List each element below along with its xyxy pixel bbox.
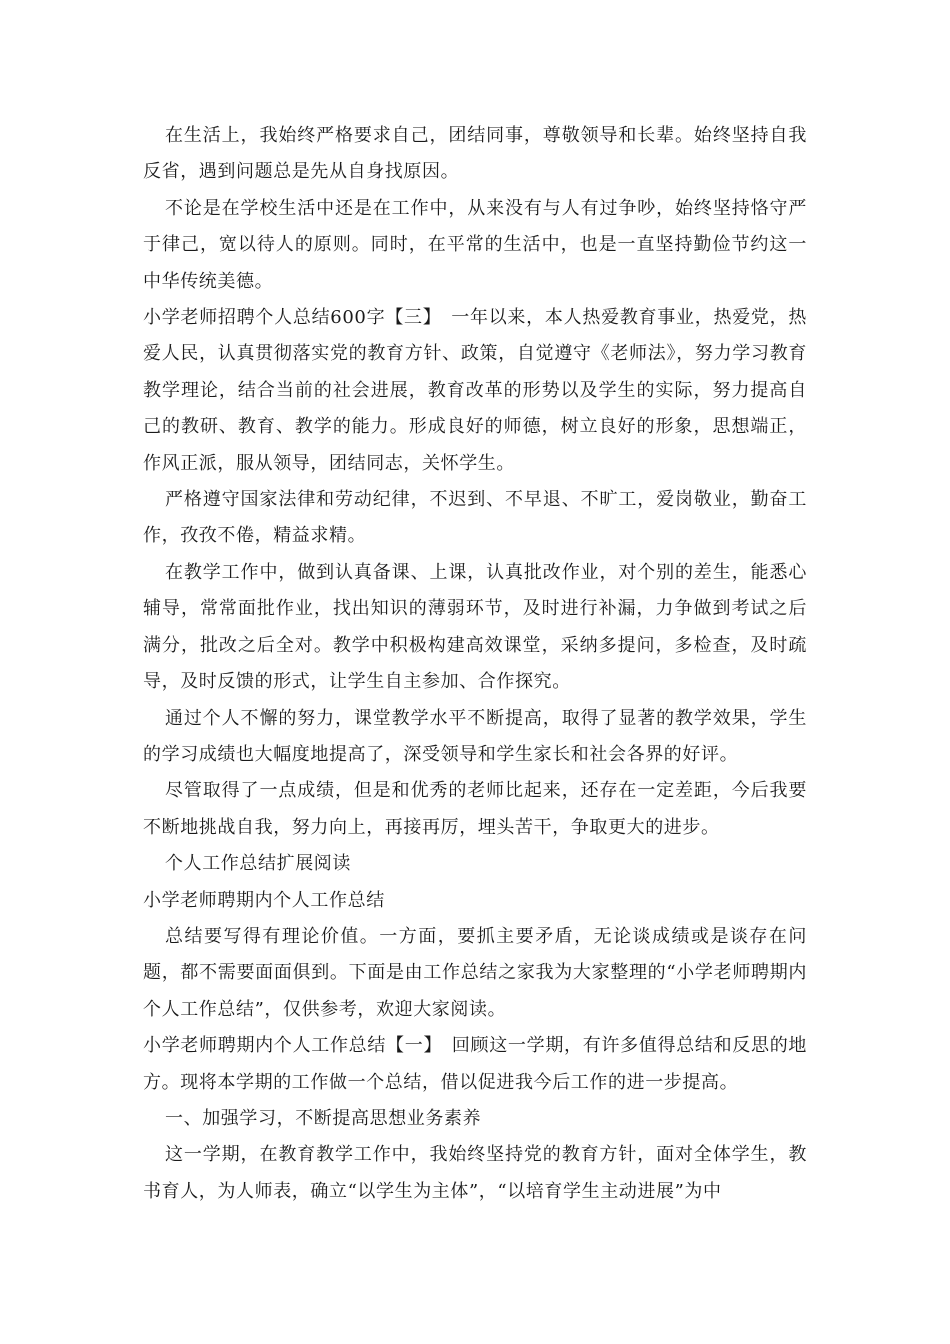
paragraph-summary-three: 小学老师招聘个人总结600字【三】 一年以来，本人热爱教育事业，热爱党，热爱人民，认真贯彻落实党的教育方针、政策，自觉遵守《老师法》，努力学习教育教学理论，结合当前的社会进展，教育改革的形势以及学生的实际，努力提高自己的教研、教育、教学的能力。形成良好的师德，树立良好的形象，思想端正，作风正派，服从领导，团结同志，关怀学生。 [143,307,807,474]
paragraph-results: 通过个人不懈的努力，课堂教学水平不断提高，取得了显著的教学效果，学生的学习成绩也大幅度地提高了，深受领导和学生家长和社会各界的好评。 [143,707,807,765]
heading-extended-reading: 个人工作总结扩展阅读 [165,853,351,875]
document-page [143,118,807,1210]
paragraph-summary-one: 小学老师聘期内个人工作总结【一】 回顾这一学期，有许多值得总结和反思的地方。现将本学期的工作做一个总结，借以促进我今后工作的进一步提高。 [143,1035,807,1093]
heading-section-one: 一、加强学习，不断提高思想业务素养 [165,1107,482,1129]
paragraph-future: 尽管取得了一点成绩，但是和优秀的老师比起来，还存在一定差距，今后我要不断地挑战自我，努力向上，再接再厉，埋头苦干，争取更大的进步。 [143,780,807,838]
paragraph-teaching-work: 在教学工作中，做到认真备课、上课，认真批改作业，对个别的差生，能悉心辅导，常常面批作业，找出知识的薄弱环节，及时进行补漏，力争做到考试之后满分，批改之后全对。教学中积极构建高效课堂，采纳多提问，多检查，及时疏导，及时反馈的形式，让学生自主参加、合作探究。 [143,561,807,693]
paragraph-self-discipline: 不论是在学校生活中还是在工作中，从来没有与人有过争吵，始终坚持恪守严于律己，宽以待人的原则。同时，在平常的生活中，也是一直坚持勤俭节约这一中华传统美德。 [143,197,807,292]
paragraph-discipline: 严格遵守国家法律和劳动纪律，不迟到、不早退、不旷工，爱岗敬业，勤奋工作，孜孜不倦，精益求精。 [143,489,807,547]
paragraph-intro: 总结要写得有理论价值。一方面，要抓主要矛盾，无论谈成绩或是谈存在问题，都不需要面面俱到。下面是由工作总结之家我为大家整理的“小学老师聘期内个人工作总结”，仅供参考，欢迎大家阅读。 [143,925,807,1020]
paragraph-life-attitude: 在生活上，我始终严格要求自己，团结同事，尊敬领导和长辈。始终坚持自我反省，遇到问题总是先从自身找原因。 [143,125,807,183]
paragraph-semester: 这一学期，在教育教学工作中，我始终坚持党的教育方针，面对全体学生，教书育人，为人师表，确立“以学生为主体”，“以培育学生主动进展”为中 [143,1144,807,1202]
heading-tenure-summary: 小学老师聘期内个人工作总结 [143,889,385,911]
